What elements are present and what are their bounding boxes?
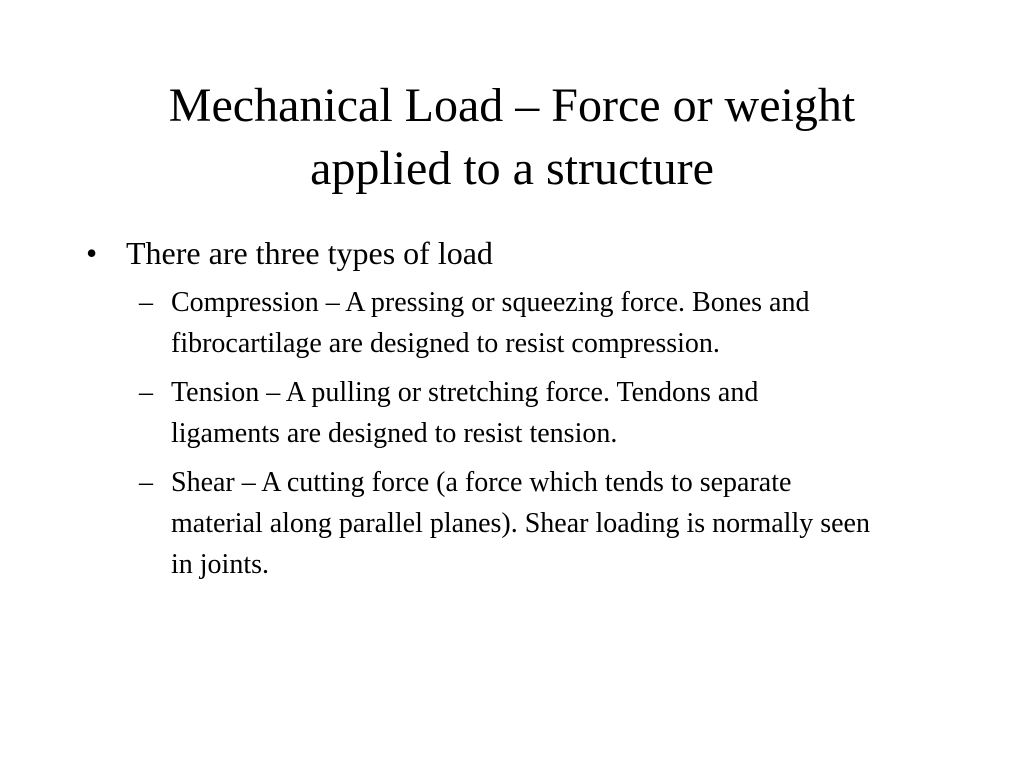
slide-title-line-2: applied to a structure (310, 142, 714, 195)
sub-bullet-text: Shear – A cutting force (a force which tends to separate material along parallel planes). Shear loading is normally seen in joints. (171, 467, 870, 580)
bullet-dot-icon: • (86, 235, 98, 271)
main-bullet (84, 232, 964, 274)
sub-bullet-text: Compression – A pressing or squeezing force. Bones and fibrocartilage are designed to resist compression. (171, 287, 810, 359)
sub-bullet-text: Tension – A pulling or stretching force. Tendons and ligaments are designed to resist tension. (171, 377, 759, 449)
slide-title (60, 74, 964, 200)
dash-icon: – (139, 377, 153, 408)
sub-bullet-tension (84, 372, 871, 454)
slide-title-line-1: Mechanical Load – Force or weight (168, 79, 856, 132)
dash-icon: – (139, 287, 153, 318)
sub-bullet-list (84, 282, 964, 585)
dash-icon: – (139, 467, 153, 498)
sub-bullet-shear (84, 462, 871, 585)
sub-bullet-compression (84, 282, 871, 364)
main-bullet-text: There are three types of load (126, 235, 493, 271)
slide-body (84, 232, 964, 593)
